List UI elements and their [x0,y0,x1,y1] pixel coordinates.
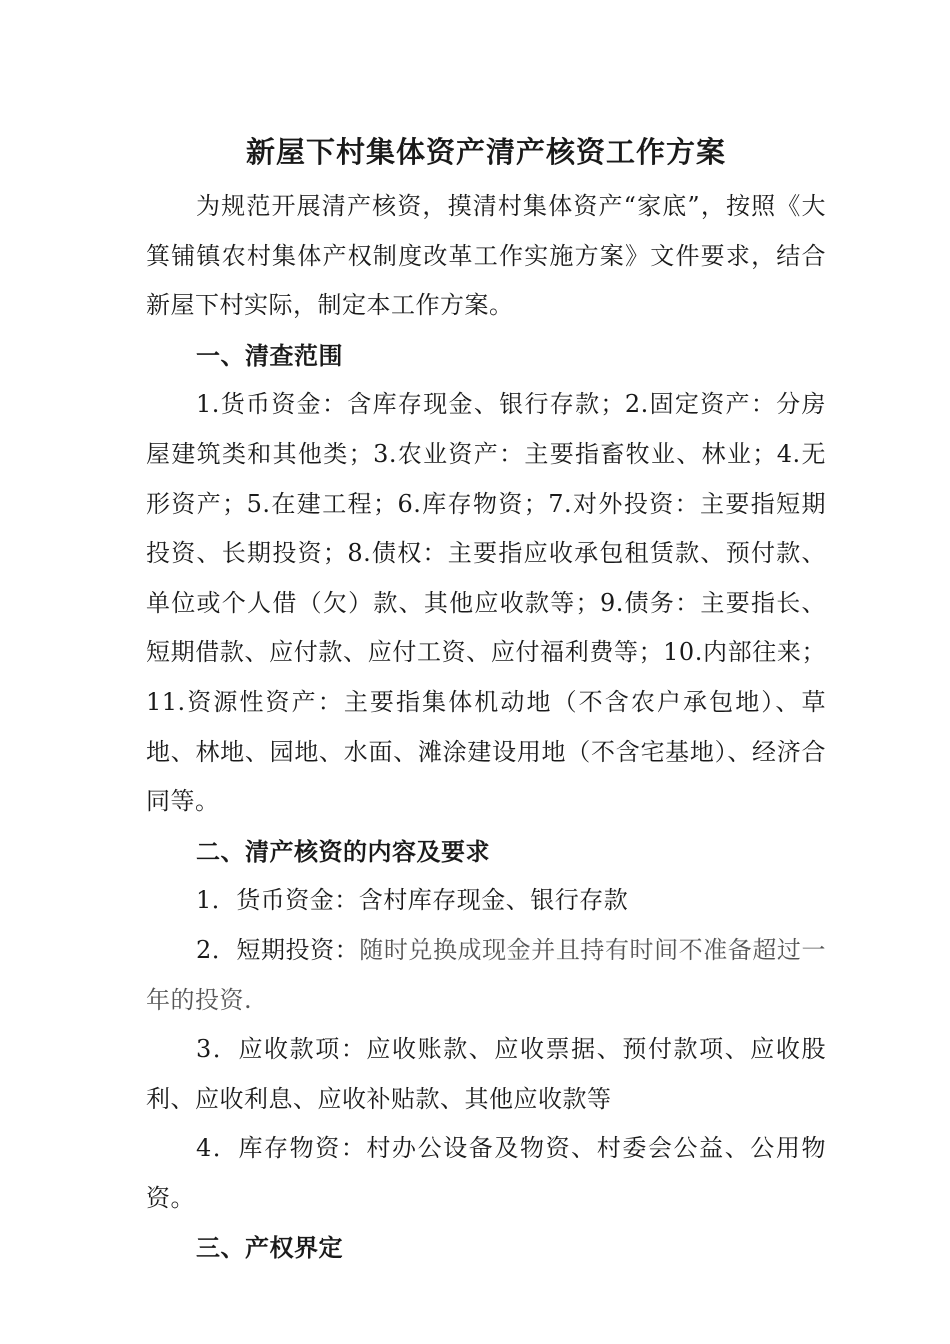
content-item-cash [146,876,826,926]
item-body: 随时兑换成现金并且持有时间不准备超过一年的投资. [146,935,827,1014]
document-title: 新屋下村集体资产清产核资工作方案 [245,135,726,169]
scope-paragraph: 1.货币资金：含库存现金、银行存款；2.固定资产：分房屋建筑类和其他类；3.农业资产：主要指畜牧业、林业；4.无形资产；5.在建工程；6.库存物资；7.对外投资：主要指短期投资、长期投资；8.债权：主要指应收承包租赁款、预付款、单位或个人借（欠）款、其他应收款等；9.债务：主要指长、短期借款、应付款、应付工资、应付福利费等；10.内部往来；11.资源性资产：主要指集体机动地（不含农户承包地）、草地、林地、园地、水面、滩涂建设用地（不含宅基地）、经济合同等。 [146,390,826,816]
section-heading-scope: 一、清查范围 [196,340,343,370]
content-item-short-term-investment [146,926,826,1025]
item-lead: 2．短期投资： [196,935,360,964]
document-page [146,120,826,1273]
item-body: 村办公设备及物资、村委会公益、公用物资。 [146,1134,826,1212]
item-lead: 1．货币资金： [196,886,359,915]
item-lead: 3．应收款项： [196,1035,367,1064]
content-item-inventory [146,1124,826,1223]
intro-paragraph: 为规范开展清产核资，摸清村集体资产“家底”，按照《大箕铺镇农村集体产权制度改革工作实施方案》文件要求，结合新屋下村实际，制定本工作方案。 [146,192,826,320]
content-item-receivables [146,1025,826,1124]
section-heading-property-rights: 三、产权界定 [196,1233,343,1263]
item-lead: 4．库存物资： [196,1134,367,1163]
item-body: 含村库存现金、银行存款 [358,886,629,915]
section-heading-content: 二、清产核资的内容及要求 [196,836,490,866]
item-body: 应收账款、应收票据、预付款项、应收股利、应收利息、应收补贴款、其他应收款等 [146,1035,826,1113]
